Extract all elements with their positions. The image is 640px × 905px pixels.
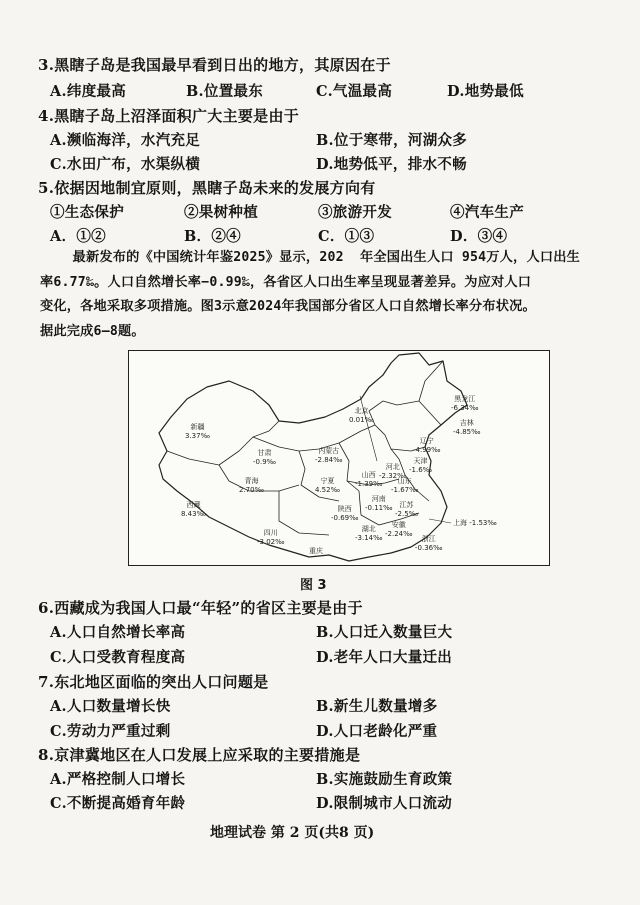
q6-option-b[interactable]: B.人口迁入数量巨大 bbox=[316, 624, 453, 641]
q5-item-4: ④汽车生产 bbox=[450, 204, 524, 221]
q5-stem: 5.依据因地制宜原则，黑瞎子岛未来的发展方向有 bbox=[38, 179, 376, 197]
map-label-shaanxi: 陕西 -0.69‰ bbox=[331, 505, 359, 522]
map-label-hebei: 河北 -2.32‰ bbox=[379, 463, 407, 480]
q6-option-d[interactable]: D.老年人口大量迁出 bbox=[316, 649, 453, 666]
q5-item-2: ②果树种植 bbox=[184, 204, 258, 221]
q4-option-a[interactable]: A.濒临海洋，水汽充足 bbox=[50, 132, 201, 149]
map-label-hubei: 湖北 -3.14‰ bbox=[355, 525, 383, 542]
q6-option-c[interactable]: C.人口受教育程度高 bbox=[50, 649, 186, 666]
map-label-sichuan: 四川 -3.02‰ bbox=[257, 529, 285, 546]
passage-line-2: 率6.77‰。人口自然增长率−0.99‰，各省区人口出生率呈现显著差异。为应对人口 bbox=[40, 274, 532, 290]
map-label-ningxia: 宁夏 4.52‰ bbox=[315, 477, 340, 494]
q7-option-c[interactable]: C.劳动力严重过剩 bbox=[50, 723, 171, 740]
map-label-heilongjiang: 黑龙江 -6.34‰ bbox=[451, 395, 479, 412]
map-label-beijing: 北京 0.01‰ bbox=[349, 407, 374, 424]
q8-option-b[interactable]: B.实施鼓励生育政策 bbox=[316, 771, 453, 788]
passage-line-1: 最新发布的《中国统计年鉴2025》显示，202 年全国出生人口 954万人，人口出生 bbox=[40, 250, 580, 265]
q8-stem: 8.京津冀地区在人口发展上应采取的主要措施是 bbox=[38, 746, 361, 764]
q4-option-c[interactable]: C.水田广布，水渠纵横 bbox=[50, 156, 201, 173]
q7-stem: 7.东北地区面临的突出人口问题是 bbox=[38, 673, 269, 691]
map-label-jiangsu: 江苏 -2.5‰ bbox=[395, 501, 419, 518]
page-footer: 地理试卷 第 2 页(共8 页) bbox=[210, 825, 375, 841]
q5-option-a[interactable]: A．①② bbox=[50, 228, 106, 245]
q5-item-1: ①生态保护 bbox=[50, 204, 124, 221]
map-label-zhejiang: 浙江 -0.36‰ bbox=[415, 535, 443, 552]
map-label-shanghai: 上海 -1.53‰ bbox=[453, 519, 497, 527]
map-label-jilin: 吉林 -4.85‰ bbox=[453, 419, 481, 436]
map-label-gansu: 甘肃 -0.9‰ bbox=[253, 449, 277, 466]
q3-stem: 3.黑瞎子岛是我国最早看到日出的地方，其原因在于 bbox=[38, 56, 391, 74]
map-label-xizang: 西藏 8.43‰ bbox=[181, 501, 206, 518]
q5-item-3: ③旅游开发 bbox=[318, 204, 392, 221]
q7-option-b[interactable]: B.新生儿数量增多 bbox=[316, 698, 438, 715]
q6-option-a[interactable]: A.人口自然增长率高 bbox=[50, 624, 186, 641]
passage-line-3: 变化，各地采取多项措施。图3示意2024年我国部分省区人口自然增长率分布状况。 bbox=[40, 299, 536, 315]
map-label-liaoning: 辽宁 -4.99‰ bbox=[413, 437, 441, 454]
q8-option-a[interactable]: A.严格控制人口增长 bbox=[50, 771, 186, 788]
q4-option-d[interactable]: D.地势低平，排水不畅 bbox=[316, 156, 467, 173]
q5-option-b[interactable]: B．②④ bbox=[184, 228, 241, 245]
q5-option-d[interactable]: D．③④ bbox=[450, 228, 508, 245]
q3-option-b[interactable]: B.位置最东 bbox=[186, 83, 264, 100]
map-label-qinghai: 青海 2.70‰ bbox=[239, 477, 264, 494]
q3-option-d[interactable]: D.地势最低 bbox=[447, 83, 524, 100]
map-label-shandong: 山东 -1.67‰ bbox=[391, 477, 419, 494]
population-growth-map bbox=[128, 350, 550, 566]
q4-option-b[interactable]: B.位于寒带，河湖众多 bbox=[316, 132, 468, 149]
q8-option-c[interactable]: C.不断提高婚育年龄 bbox=[50, 795, 186, 812]
passage bbox=[40, 246, 605, 344]
q3-option-a[interactable]: A.纬度最高 bbox=[50, 83, 127, 100]
q8-option-d[interactable]: D.限制城市人口流动 bbox=[316, 795, 453, 812]
map-label-shanxi: 山西 -1.39‰ bbox=[355, 471, 383, 488]
map-label-tianjin: 天津 -1.6‰ bbox=[409, 457, 433, 474]
map-label-henan: 河南 -0.11‰ bbox=[365, 495, 393, 512]
map-label-xinjiang: 新疆 3.37‰ bbox=[185, 423, 210, 440]
map-label-chongqing: 重庆 bbox=[309, 547, 323, 555]
q4-stem: 4.黑瞎子岛上沼泽面积广大主要是由于 bbox=[38, 107, 300, 125]
passage-line-4: 据此完成6—8题。 bbox=[40, 323, 145, 339]
q5-option-c[interactable]: C．①③ bbox=[318, 228, 375, 245]
q7-option-a[interactable]: A.人口数量增长快 bbox=[50, 698, 171, 715]
map-label-neimenggu: 内蒙古 -2.84‰ bbox=[315, 447, 343, 464]
q3-option-c[interactable]: C.气温最高 bbox=[316, 83, 393, 100]
figure-caption: 图 3 bbox=[300, 578, 327, 593]
map-label-anhui: 安徽 -2.24‰ bbox=[385, 521, 413, 538]
q6-stem: 6.西藏成为我国人口最“年轻”的省区主要是由于 bbox=[38, 599, 363, 617]
q7-option-d[interactable]: D.人口老龄化严重 bbox=[316, 723, 438, 740]
